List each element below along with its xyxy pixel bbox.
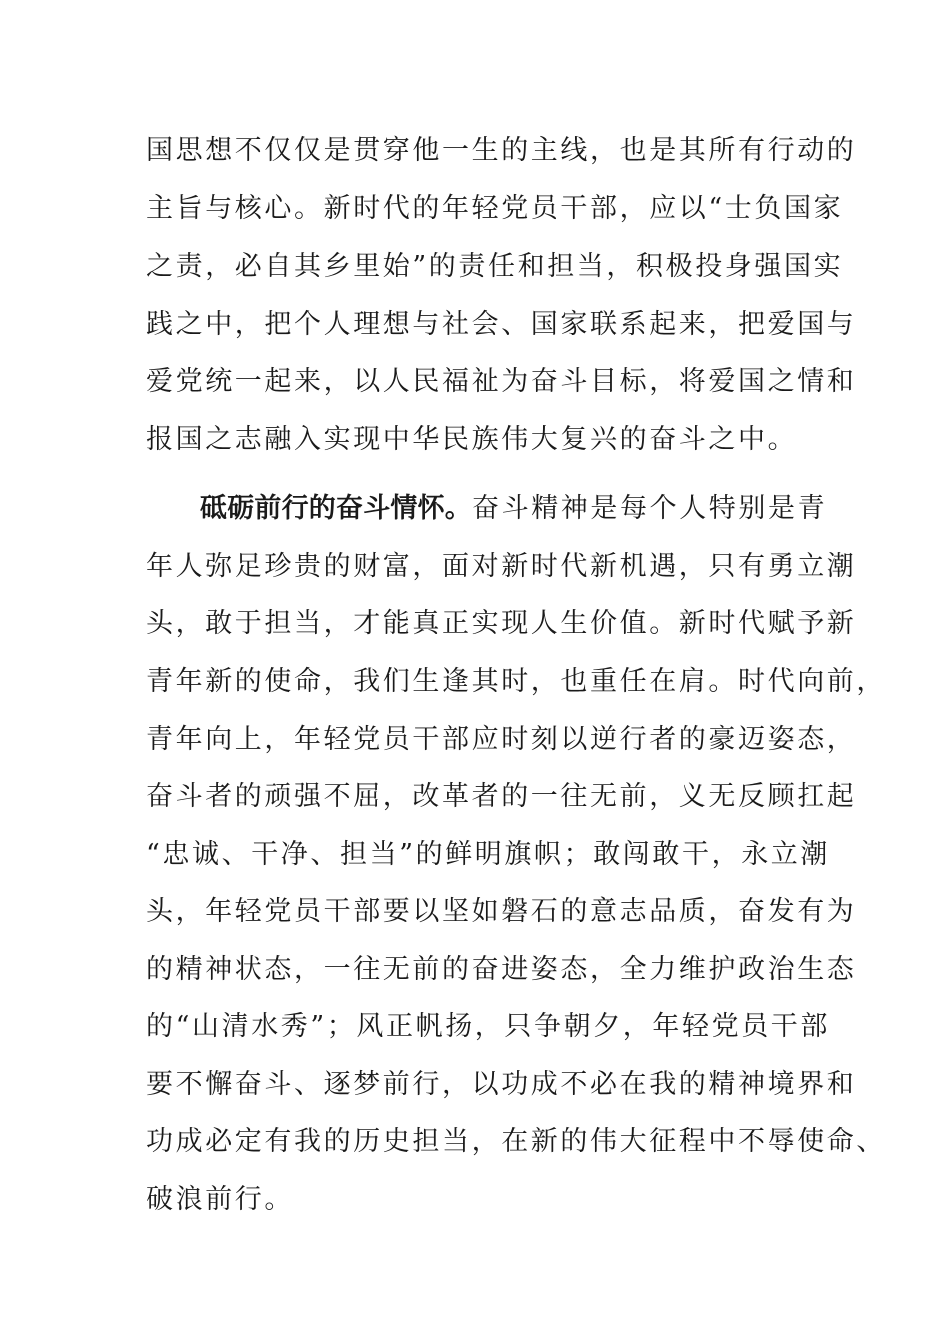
text-line: 爱党统一起来，以人民福祉为奋斗目标，将爱国之情和 [146,366,857,397]
text-line: 之责，必自其乡里始”的责任和担当，积极投身强国实 [146,251,844,282]
text-line: 头，敢于担当，才能真正实现人生价值。新时代赋予新 [146,608,857,639]
text-line: 奋斗者的顽强不屈，改革者的一往无前，义无反顾扛起 [146,781,857,812]
text-line: 年人弥足珍贵的财富，面对新时代新机遇，只有勇立潮 [146,551,857,582]
text-line: 青年向上，年轻党员干部应时刻以逆行者的豪迈姿态， [146,724,857,755]
text-line: 的“山清水秀”；风正帆扬，只争朝夕，年轻党员干部 [146,1011,831,1042]
text-line: 的精神状态，一往无前的奋进姿态，全力维护政治生态 [146,954,857,985]
text-line: 功成必定有我的历史担当，在新的伟大征程中不辱使命、 [146,1126,886,1157]
text-line: 破浪前行。 [146,1184,294,1215]
text-line: 主旨与核心。新时代的年轻党员干部，应以“士负国家 [146,193,844,224]
text-line: 头，年轻党员干部要以坚如磐石的意志品质，奋发有为 [146,896,857,927]
text-line: 践之中，把个人理想与社会、国家联系起来，把爱国与 [146,309,857,340]
text-line: 国思想不仅仅是贯穿他一生的主线，也是其所有行动的 [146,135,857,166]
text-line: 要不懈奋斗、逐梦前行，以功成不必在我的精神境界和 [146,1069,857,1100]
heading-rest: 奋斗精神是每个人特别是青 [472,493,828,524]
text-line: 青年新的使命，我们生逢其时，也重任在肩。时代向前， [146,666,886,697]
text-line: 报国之志融入实现中华民族伟大复兴的奋斗之中。 [146,424,798,455]
text-line: “忠诚、干净、担当”的鲜明旗帜；敢闯敢干，永立潮 [146,839,831,870]
text-line [200,489,836,529]
paragraph-heading: 砥砺前行的奋斗情怀。 [200,493,472,524]
